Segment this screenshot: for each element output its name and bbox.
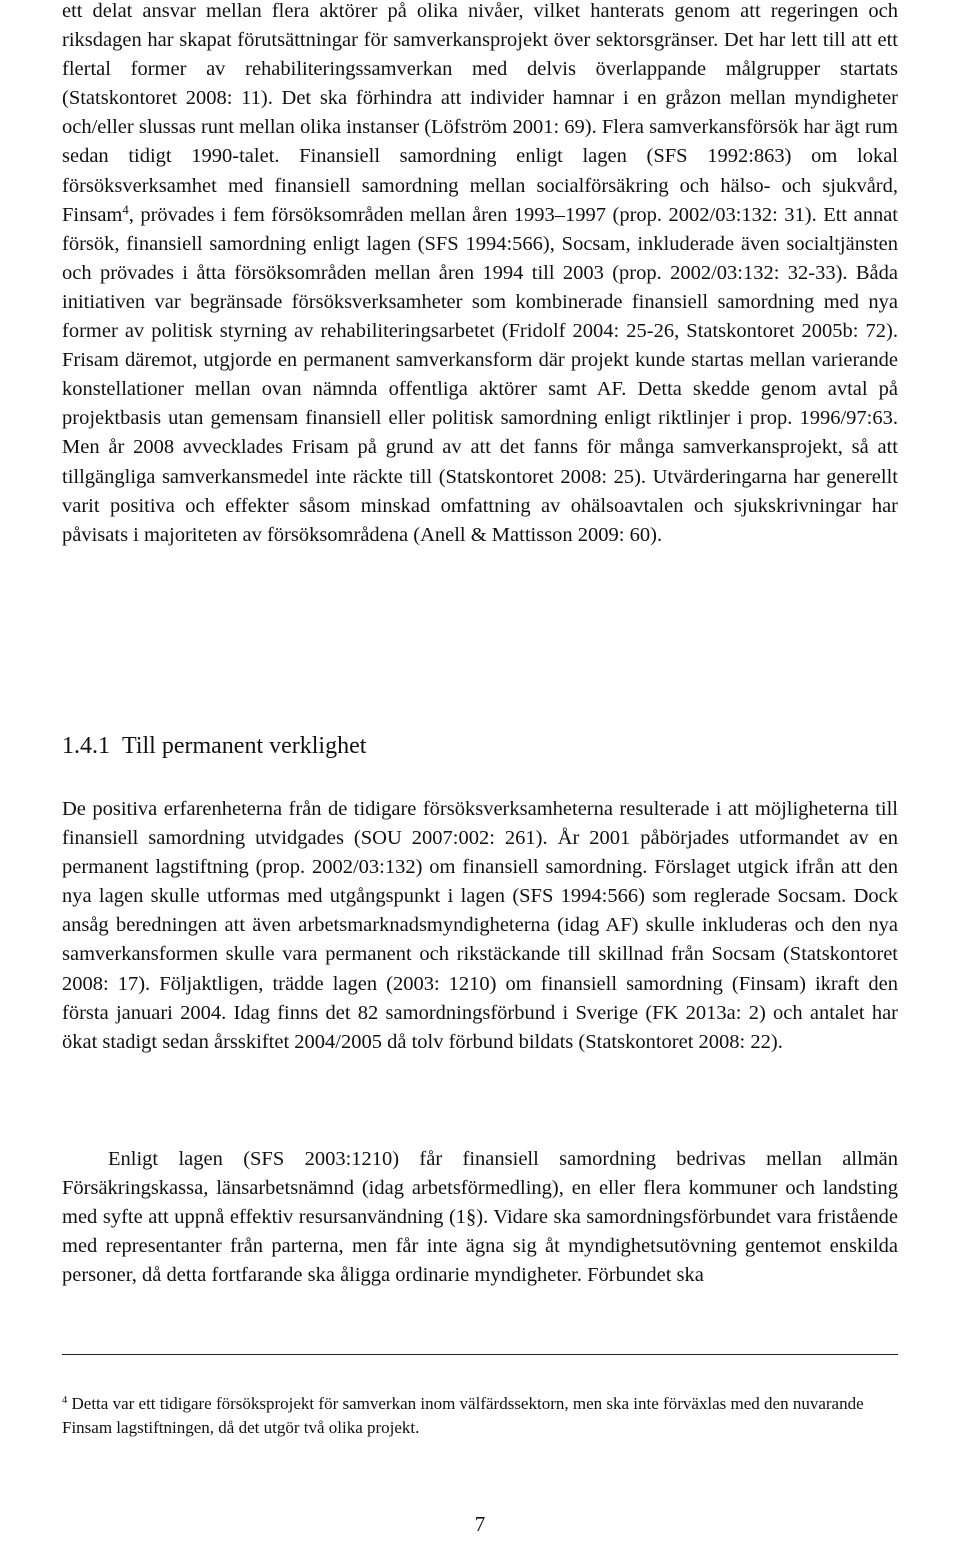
section-number: 1.4.1 (62, 733, 110, 759)
body-paragraph: Enligt lagen (SFS 2003:1210) får finansiell samordning bedrivas mellan allmän Försäkringskassa, länsarbetsnämnd (idag arbetsförmedling), en eller flera kommuner och landsting med syfte att uppnå effektiv resursanvändning (1§). Vidare ska samordningsförbundet vara fristående med representanter från parterna, men får inte ägna sig åt myndighetsutövning gentemot enskilda personer, då detta fortfarande ska åligga ordinarie myndigheter. Förbundet ska (62, 1148, 898, 1287)
page-number: 7 (474, 1512, 486, 1536)
footnote-reference: 4 (122, 202, 129, 217)
footnote-separator (62, 1354, 898, 1355)
body-paragraph: De positiva erfarenheterna från de tidigare försöksverksamheterna resulterade i att möjligheterna till finansiell samordning utvidgades (SOU 2007:002: 261). År 2001 påbörjades utformandet av en permanent lagstiftning (prop. 2002/03:132) om finansiell samordning. Förslaget utgick ifrån att den nya lagen skulle utformas med utgångspunkt i lagen (SFS 1994:566) som reglerade Socsam. Dock ansåg beredningen att även arbetsmarknadsmyndigheterna (idag AF) skulle inkluderas och den nya samverkansformen skulle vara permanent och rikstäckande till skillnad från Socsam (Statskontoret 2008: 17). Följaktligen, trädde lagen (2003: 1210) om finansiell samordning (Finsam) ikraft den första januari 2004. Idag finns det 82 samordningsförbund i Sverige (FK 2013a: 2) och antalet har ökat stadigt sedan årsskiftet 2004/2005 då tolv förbund bildats (Statskontoret 2008: 22). (62, 798, 898, 1053)
paragraph-text-continued: , prövades i fem försöksområden mellan åren 1993–1997 (prop. 2002/03:132: 31). Ett annat försök, finansiell samordning enligt lagen (SFS 1994:566), Socsam, inkluderade även socialtjänsten och prövades i åtta försöksområden mellan åren 1994 till 2003 (prop. 2002/03:132: 32-33). Båda initiativen var begränsade försöksverksamheter som kombinerade finansiell samordning med nya former av politisk styrning av rehabiliteringsarbetet (Fridolf 2004: 25-26, Statskontoret 2005b: 72). Frisam däremot, utgjorde en permanent samverkansform där projekt kunde startas mellan varierande konstellationer mellan ovan nämnda offentliga aktörer samt AF. Detta skedde genom avtal på projektbasis utan gemensam finansiell eller politisk samordning enligt riktlinjer i prop. 1996/97:63. Men år 2008 avvecklades Frisam på grund av att det fanns för många samverkansprojekt, så att tillgängliga samverkansmedel inte räckte till (Statskontoret 2008: 25). Utvärderingarna har generellt varit positiva och effekter såsom minskad omfattning av ohälsoavtalen och sjukskrivningar har påvisats i majoriteten av försöksområdena (Anell & Mattisson 2009: 60). (62, 203, 898, 546)
footnote (62, 1392, 898, 1440)
body-paragraph (62, 0, 898, 550)
section-title: Till permanent verklighet (122, 733, 367, 759)
footnote-text: Detta var ett tidigare försöksprojekt för samverkan inom välfärdssektorn, men ska inte förväxlas med den nuvarande Finsam lagstiftningen, då det utgör två olika projekt. (62, 1394, 864, 1437)
section-heading (62, 730, 366, 762)
paragraph-text: ett delat ansvar mellan flera aktörer på olika nivåer, vilket hanterats genom att regeringen och riksdagen har skapat förutsättningar för samverkansprojekt över sektorsgränser. Det har lett till att ett flertal former av rehabiliteringssamverkan med delvis överlappande målgrupper startats (Statskontoret 2008: 11). Det ska förhindra att individer hamnar i en gråzon mellan myndigheter och/eller slussas runt mellan olika instanser (Löfström 2001: 69). Flera samverkansförsök har ägt rum sedan tidigt 1990-talet. Finansiell samordning enligt lagen (SFS 1992:863) om lokal försöksverksamhet med finansiell samordning mellan socialförsäkring och hälso- och sjukvård, Finsam (62, 0, 898, 226)
footnote-marker: 4 (62, 1395, 68, 1407)
